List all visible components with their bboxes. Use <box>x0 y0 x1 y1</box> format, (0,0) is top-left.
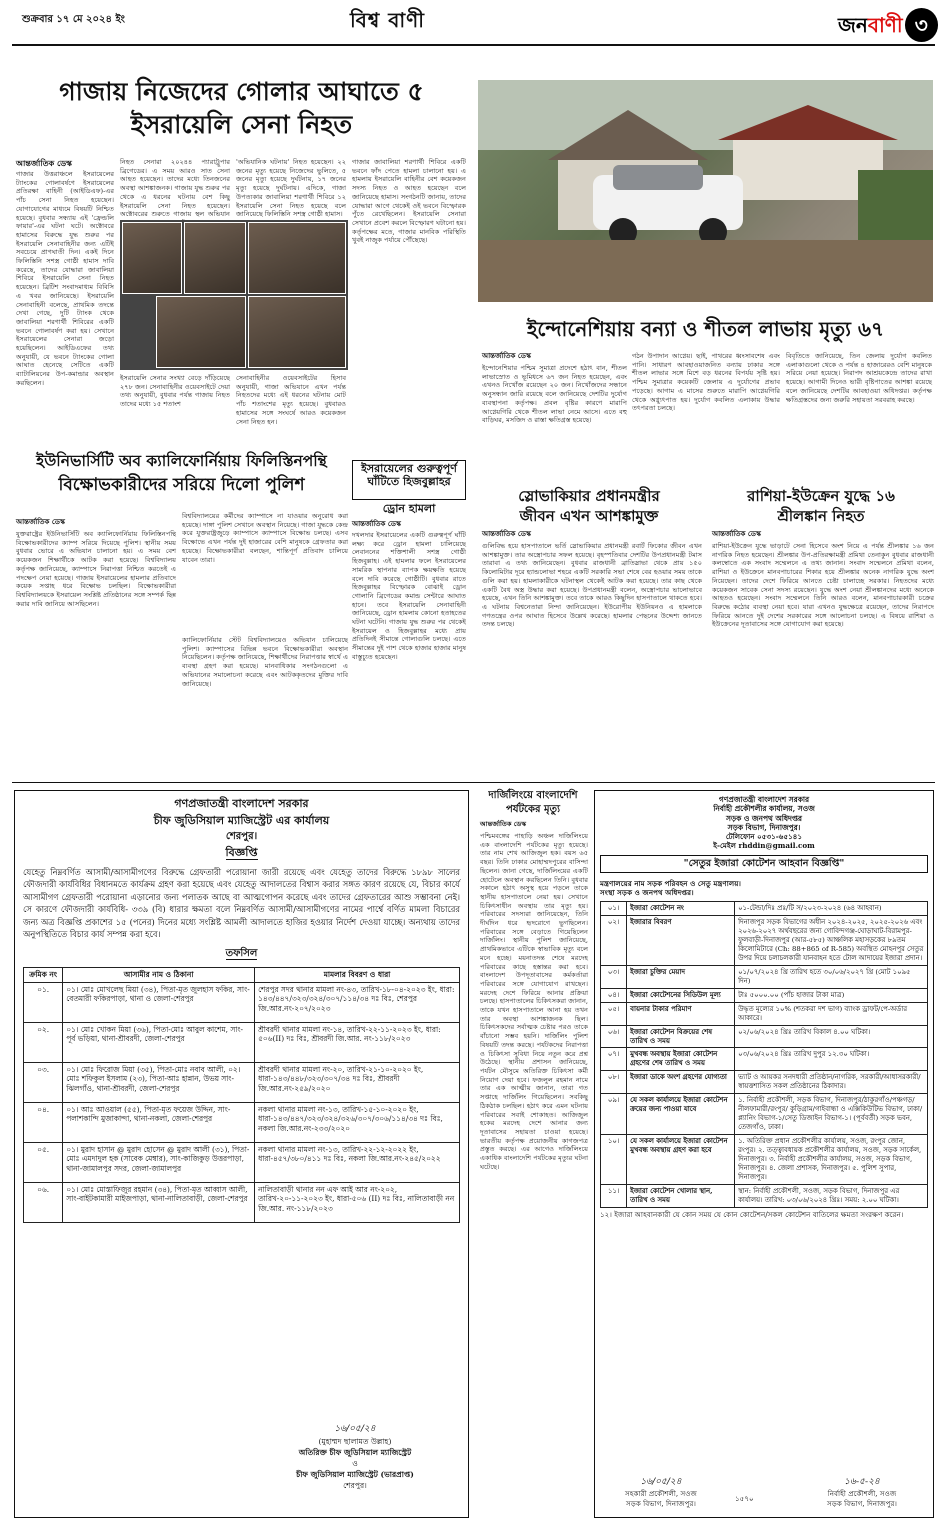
tender-line3: সড়ক ও জনপথ অধিদপ্তর <box>726 813 802 823</box>
table-cell: ১. নির্বাহী প্রকৌশলী, সড়ক বিভাগ, দিনাজপুর/ঠাকুরগাঁও/পঞ্চগড়/নীলফামারী/রংপুর/ কুড়িগ্রাম/গাইবান্ধা ও এক্সিকিউটিভ বিভাগ, ঢাকা/প্ল্যানিং বিভাগ-১/সেতু ডিজাইন বিভাগ-১। (পূর্ববর্তী) সড়ক ভবন, তেজগাঁও, ঢাকা। <box>735 1094 928 1135</box>
darjeeling-headline <box>478 790 588 815</box>
table-row <box>601 965 928 988</box>
tender-title: "সেতুর ইজারা কোটেশন আহবান বিজ্ঞপ্তি" <box>600 855 928 873</box>
slovakia-desk: আন্তর্জাতিক ডেস্ক <box>482 529 531 538</box>
table-cell: নালিতাবাড়ী থানার নন এফ আই আর নং-২০২, তারিখ-২০-১১-২০২৩ ইং, ধারা-৫০৬ (II) দঃ বিঃ, নালিতাবাড়ী নন জি.আর. নং-১১৮/২০২৩ <box>255 1182 460 1222</box>
table-cell: ইজারা ডাকে অংশ গ্রহণের যোগ্যতা <box>627 1071 735 1094</box>
signature-date: ১৬/০৫/২৪ <box>334 1424 376 1434</box>
table-cell: ০২/০৬/২০২৪ খ্রিঃ তারিখ বিকাল ৪.০০ ঘটিকা। <box>735 1025 928 1048</box>
tender-intro2: সংস্থা সড়ক ও জনপথ অধিদপ্তর। <box>600 887 694 897</box>
logo-text-part2: বাণী <box>867 12 903 37</box>
table-row <box>601 1071 928 1094</box>
table-cell: যে সকল কার্যালয়ে ইজারা কোটেশন ক্রয়ের জন্য পাওয়া যাবে <box>627 1094 735 1135</box>
gaza-desk: আন্তর্জাতিক ডেস্ক <box>16 158 72 168</box>
table-cell: ইজারা কোটেশনের সিডিউল মূল্য <box>627 988 735 1002</box>
table-cell: ইজারা কোটেশন নং <box>627 901 735 915</box>
hezbollah-headline <box>352 460 466 500</box>
tender-line5: টেলিফোন ০৫৩১-৬৫১৪১ <box>725 832 803 841</box>
tender-intro1: মন্ত্রণালয়ের নাম সড়ক পরিবহন ও সেতু মন্ত্রণালয়। <box>600 878 742 888</box>
table-cell: ইজারা কোটেশন খোলার স্থান, তারিখ ও সময় <box>627 1185 735 1208</box>
table-cell: ০১। <box>601 901 627 915</box>
page-number: ৩ <box>905 8 938 42</box>
table-cell: স্থান: নির্বাহী প্রকৌশলী, সওজ, সড়ক বিভাগ, দিনাজপুর এর কার্যালয়। তারিখ: ০৩/০৬/২০২৪ খ্রিঃ। সময়: ২.০০ ঘটিকা। <box>735 1185 928 1208</box>
uc-headline <box>14 452 349 495</box>
tender-line2: নির্বাহী প্রকৌশলীর কার্যালয়, সওজ <box>713 804 815 814</box>
table-cell: নকলা থানার মামলা নং-১৩, তারিখ-১৫-১০-২০২০ ইং, ধারা-১৪৩/৪৪৭/৩২৩/৩২৪/৩২৬/৩০৭/৩০৬/১১৪/৩৪ দঃ বিঃ, নকলা জি.আর.নং-২৩৩/২০২০ <box>255 1102 460 1142</box>
table-cell: ০৩/০৬/২০২৪ খ্রিঃ তারিখ দুপুর ১২.৩০ ঘটিকা। <box>735 1048 928 1071</box>
schedule-column-header: মামলার বিবরণ ও ধারা <box>255 967 460 982</box>
schedule-column-header: আসামীর নাম ও ঠিকানা <box>63 967 255 982</box>
signatory-place: শেরপুর। <box>343 1481 367 1491</box>
indonesia-col1: ইন্দোনেশিয়ার পশ্চিম সুমাত্রা প্রদেশে হঠাৎ বান, শীতল লাভাস্রোত ও ভূমিধসে ৬৭ জন নিহত হয়েছেন, এবং এখনও নিখোঁজ রয়েছেন ২০ জন। নিখোঁজদের সন্ধানে অনুসন্ধান জারি রয়েছে বলে জানিয়েছে দেশটির দুর্যোগ ব্যবস্থাপনা কর্তৃপক্ষ। প্রবল বৃষ্টির কারণে মারাপি আগ্নেয়গিরি থেকে শীতল লাভা নেমে আসে। এতে বহু বাড়িঘর, মসজিদ ও রাস্তা ক্ষতিগ্রস্ত হয়েছে। <box>482 364 627 425</box>
russia-desk: আন্তর্জাতিক ডেস্ক <box>712 529 761 538</box>
table-cell: ০১. <box>24 982 63 1022</box>
left-signatory-office: সড়ক বিভাগ, দিনাজপুর। <box>625 1498 696 1508</box>
gaza-col5: ইসরায়েলি সেনার সংখ্যা বেড়ে দাঁড়িয়েছে ২৭৮ জন। সেনাবাহিনীর ওয়েবসাইটে দেয়া তথ্য অনুযায়ী, বুধবার পর্যন্ত গাজায় নিহত তাদের মধ্যে ১৫ শতাংশ <box>120 374 230 409</box>
flood-scene-icon <box>478 80 933 302</box>
table-row <box>601 1048 928 1071</box>
uc-col2: বিশ্ববিদ্যালয়ের কর্মীদের ক্যাম্পাসে না যাওয়ার অনুরোধ করা হয়েছে। দাঙ্গা পুলিশ সেখানে অবস্থান নিয়েছে। গাজা যুদ্ধকে কেন্দ্র করে যুক্তরাষ্ট্রজুড়ে ক্যাম্পাসে ক্যাম্পাসে বিক্ষোভ চলছে। এসব বিক্ষোভে এখন পর্যন্ত দুই হাজারের বেশি মানুষকে গ্রেফতার করা হয়েছে। বিক্ষোভকারীরা বলছেন, শান্তিপূর্ণ প্রতিবাদ চালিয়ে যাবেন তারা। <box>182 512 348 564</box>
gaza-col1: গাজার উত্তরাঞ্চলে ইসরায়েলের ট্যাংকের গোলাবর্ষণে ইসরায়েলের প্রতিরক্ষা বাহিনী (আইডিএফ)-এর পাঁচ সেনা নিহত হয়েছেন। যোগাযোগের মাধ্যমে বিষয়টি নিশ্চিত হয়েছে। বুধবার সন্ধ্যায় এই 'ফ্রেন্ডলি ফায়ার'-এর ঘটনা ঘটে। অক্টোবরে হামাসের বিরুদ্ধে যুদ্ধ শুরুর পর ইসরায়েলি সেনাবাহিনীর জন্য এটিই সবচেয়ে প্রাণঘাতী দিন। একই দিনে ফিলিস্তিনি সশস্ত্র গোষ্ঠী হামাস দাবি করেছে, তাদের যোদ্ধারা জাবালিয়া শিবিরে ইসরায়েলি সেনা নিহত হয়েছেন। ব্রিটিশ সংবাদমাধ্যম বিবিসি এ খবর জানিয়েছে। ইসরায়েলি সেনাবাহিনী বলেছে, প্রাথমিক তদন্তে দেখা গেছে, দুটি ট্যাংক থেকে জাবালিয়া শরণার্থী শিবিরের একটি ভবনে গোলাবর্ষণ করা হয়। সেখানে ইসরায়েলের সেনারা জড়ো হয়েছিলেন। আইডিএফের তথ্য অনুযায়ী, যে ভবনে ট্যাংকের গোলা আঘাত হেনেছে সেটিতে একটি ব্যাটালিয়নের উপ-কমান্ডার অবস্থান করছিলেন। <box>16 170 114 387</box>
table-row <box>601 1094 928 1135</box>
schedule-column-header: ক্রমিক নং <box>24 967 63 982</box>
hezbollah-headline-line3: ড্রোন হামলা <box>382 502 436 515</box>
table-row <box>24 982 460 1022</box>
slovakia-headline-line1: স্লোভাকিয়ার প্রধানমন্ত্রীর <box>518 487 660 505</box>
tender-footer: ১২। ইজারা আহবানকারী যে কোন সময় যে কোন কোটেশন/সকল কোটেশন বাতিলের ক্ষমতা সংরক্ষণ করেন। <box>600 1210 904 1219</box>
table-cell: মুখবন্ধ অবস্থায় ইজারা কোটেশন গ্রহণের শেষ তারিখ ও সময় <box>627 1048 735 1071</box>
indonesia-col2: গঠন উপাদান আগ্নেয়। ছাই, পাথরের ধ্বংসাবশেষ এবং পানি। সাধারণ আবহাওয়াজনিত বন্যায় ঢাকার সঙ্গে শীতল লাভার সঙ্গে মিশে বড় ধরনের বিপর্যয় সৃষ্টি হয়। পশ্চিম সুমাত্রার কয়েকটি জেলায় এ দুর্যোগের প্রভাব পড়েছে। আগাম এ মাসের শুরুতে মারাপি আগ্নেয়গিরি থেকে অগ্ন্যুৎপাত হয়। দুর্যোগ কবলিত এলাকায় উদ্ধার তৎপরতা চলছে। <box>632 352 780 413</box>
indonesia-col3: বিবৃতিতে জানিয়েছে, তিন জেলায় দুর্যোগ কবলিত এলাকাগুলো থেকে ও পর্যন্ত ৪ হাজারেরও বেশি মানুষকে সরিয়ে নেয়া হয়েছে। নিরাপদ আশ্রয়কেন্দ্রে তাদের রাখা হয়েছে। আগামী দিনেও ভারী বৃষ্টিপাতের আশঙ্কা রয়েছে বলে জানিয়েছে দেশটির আবহাওয়া অধিদপ্তর। কর্তৃপক্ষ ক্ষতিগ্রস্তদের জন্য জরুরি সহায়তা সরবরাহ করছে। <box>786 352 932 404</box>
reference-number: ১৫৭০ <box>735 1494 754 1503</box>
table-cell: ০৬। <box>601 1025 627 1048</box>
hezbollah-headline-line2: ঘাঁটিতে হিজবুল্লাহর <box>367 474 451 488</box>
table-cell: ০৭। <box>601 1048 627 1071</box>
left-signatory-title: সহকারী প্রকৌশলী, সওজ <box>625 1488 697 1498</box>
right-signatory-office: সড়ক বিভাগ, দিনাজপুর। <box>826 1498 897 1508</box>
table-cell: ০২. <box>24 1022 63 1062</box>
table-cell: শেরপুর সদর থানার মামলা নং-৪৩, তারিখ-১৮-০৪-২০২৩ ইং, ধারা: ১৪৩/৪৪৭/৩২৩/৩২৪/৩০৭/১১৪/৩৪ দঃ বিঃ, শেরপুর জি.আর.নং-২০৭/২০২৩ <box>255 982 460 1022</box>
gaza-headline-line1: গাজায় নিজেদের গোলার আঘাতে ৫ <box>59 77 424 106</box>
russia-headline <box>708 488 934 526</box>
court-signature-block <box>245 1423 465 1491</box>
table-row <box>601 1025 928 1048</box>
table-cell: ০১। মোঃ খোকন মিয়া (৩৬), পিতা-মোঃ আবুল কাশেম, সাং-পূর্ব ভড়িয়া, থানা-শ্রীবরদী, জেলা-শেরপুর <box>63 1022 255 1062</box>
table-cell: ০১-টেন্ডা/দিঃ প্রঃ/টি স/২০২৩-২০২৪ (৬৪ আহবান) <box>735 901 928 915</box>
signatory-name: (মুহাম্মদ ছালামত উল্লাহ) <box>318 1437 392 1447</box>
section-rule <box>12 782 935 783</box>
court-notice-line3: শেরপুর। <box>225 830 258 842</box>
indonesia-headline: ইন্দোনেশিয়ায় বন্যা ও শীতল লাভায় মৃত্যু ৬৭ <box>527 317 884 341</box>
table-row <box>601 915 928 965</box>
gaza-col6: সেনাবাহিনীর ওয়েবসাইটের হিসাব অনুযায়ী, গাজা অভিযানে এখন পর্যন্ত নিহতদের মধ্যে এই ধরনের ঘটনায় মোট পাঁচ শতাংশের মৃত্যু হয়েছে। বুধবারও হামাসের সঙ্গে সংঘর্ষে আরও কয়েকজন সেনা নিহত হন। <box>236 374 346 426</box>
table-row <box>24 1182 460 1222</box>
table-cell: শ্রীবরদী থানার মামলা নং-১৪, তারিখ-২২-১১-২০২৩ ইং, ধারা: ৫০৬(II) দঃ বিঃ, শ্রীবরদী জি.আর. নং-১১৮/২০২৩ <box>255 1022 460 1062</box>
indonesia-flood-photo <box>478 80 933 302</box>
gaza-col3: 'অভিযানিক ঘটনায়' নিহত হয়েছেন। ২২ জনের মৃত্যু হয়েছে নিজেদের ভুলিতে, ৫ জনের মৃত্যু হয়েছে দুর্ঘটনায়, ১৭ জনের মৃত্যু হয়েছে দুর্ঘটনায়। এদিকে, গাজা উপত্যকার জাবালিয়া শরণার্থী শিবিরে ১২ ইসরায়েলি সেনা নিহত হয়েছে বলে জানিয়েছে ফিলিস্তিনি সশস্ত্র গোষ্ঠী হামাস। <box>236 158 346 219</box>
table-cell: ০৬. <box>24 1182 63 1222</box>
slovakia-headline <box>478 488 700 526</box>
table-cell: নকলা থানার মামলা নং-১৩, তারিখ-২২-১২-২০২২ ইং, ধারা-৪৫৭/৩৮০/৪১১ দঃ বিঃ, নকলা জি.আর.নং-২৪৫/২০২২ <box>255 1142 460 1182</box>
uc-col1: যুক্তরাষ্ট্রের ইউনিভার্সিটি অব ক্যালিফোর্নিয়ায় ফিলিস্তিনপন্থি বিক্ষোভকারীদের ক্যাম্প সরিয়ে দিয়েছে পুলিশ। স্থানীয় সময় বুধবার ভোরে এ অভিযান চালানো হয়। এ সময় বেশ কয়েকজন শিক্ষার্থীকে আটক করা হয়েছে। বিশ্ববিদ্যালয় কর্তৃপক্ষ জানিয়েছে, ক্যাম্পাসে নিরাপত্তা নিশ্চিত করতেই এ পদক্ষেপ নেয়া হয়েছে। গাজায় ইসরায়েলের হামলার প্রতিবাদে কয়েক সপ্তাহ ধরে বিক্ষোভ চলছিল। বিক্ষোভকারীরা বিশ্ববিদ্যালয়কে ইসরায়েল সংশ্লিষ্ট প্রতিষ্ঠানের সঙ্গে সম্পর্ক ছিন্ন করার দাবি জানিয়ে আসছিলেন। <box>16 530 176 608</box>
russia-body: রাশিয়া-ইউক্রেন যুদ্ধে ভাড়াটে সেনা হিসেবে অংশ নিয়ে এ পর্যন্ত শ্রীলঙ্কার ১৬ জন নাগরিক নিহত হয়েছেন। শ্রীলঙ্কার উপ-প্রতিরক্ষামন্ত্রী প্রমিথা তেনাকুন বুধবার রাজধানী কলম্বোতে এক সংবাদ সম্মেলনে এ তথ্য জানান। সংবাদ সম্মেলনে প্রমিথা বলেন, রাশিয়া ও ইউক্রেনে মানবপাচারের শিকার হয়ে শ্রীলঙ্কার অনেক নাগরিক যুদ্ধে অংশ নিয়েছেন। তাদের দেশে ফিরিয়ে আনতে চেষ্টা চালাচ্ছে সরকার। নিহতদের মধ্যে কয়েকজন সাবেক সেনা সদস্য রয়েছেন। যুদ্ধে অংশ নেয়া শ্রীলঙ্কানদের মধ্যে অনেকে আহতও হয়েছেন। সংবাদ সম্মেলনে তিনি আরও বলেন, মানবপাচারকারী চক্রের বিরুদ্ধে কঠোর ব্যবস্থা নেয়া হবে। যারা এখনও যুদ্ধক্ষেত্রে রয়েছেন, তাদের নিরাপদে ফিরিয়ে আনতে দুই দেশের সরকারের সঙ্গে আলোচনা চলছে। এ বিষয়ে রাশিয়া ও ইউক্রেনের দূতাবাসের সঙ্গে যোগাযোগ করা হয়েছে। <box>712 542 934 629</box>
court-notice-body: যেহেতু নিম্নবর্ণিত আসামী/আসামীগণের বিরুদ্ধে গ্রেফতারী পরোয়ানা জারী রয়েছে এবং যেহেতু তাদের বিরুদ্ধে ১৮৯৮ সালের ফৌজদারী কার্যবিধির বিধানমতে কার্যক্রম গ্রহণ করা হয়েছে এবং যেহেতু আদালতের বিশ্বাস করার সঙ্গত কারণ রয়েছে যে, বিচার কার্যে আসামীগণ গ্রেফতারী পরোয়ানা এড়ানোর জন্য পলাতক আছে বা আত্মগোপন করেছে এবং তাদের গ্রেফতারের আশু সম্ভাবনা নেই। সে কারণে ফৌজদারী কার্যবিধি- ৩৩৯ (বি) ধারার ক্ষমতা বলে নিম্নবর্ণিত আসামী/আসামীগণের নামের পার্শ্বে বর্ণিত মামলা বিচারের জন্য অত্র বিজ্ঞপ্তি প্রকাশের ১৫ (পনের) দিনের মধ্যে সংশ্লিষ্ট আমলী আদালতে হাজির হওয়ার নির্দেশ দেওয়া যাচ্ছে। অন্যথায় তাদের অনুপস্থিতিতে বিচার কার্য সম্পন্ন করা হবে। <box>23 866 460 939</box>
table-row <box>24 1142 460 1182</box>
slovakia-body: গুলিবিদ্ধ হয়ে হাসপাতালে ভর্তি স্লোভাকিয়ার প্রধানমন্ত্রী রবার্ট ফিকোর জীবন এখন আশঙ্কামুক্ত। তার অস্ত্রোপচার সফল হয়েছে। বৃহস্পতিবার দেশটির উপপ্রধানমন্ত্রী টমাস তারাবা এ তথ্য জানিয়েছেন। বুধবার রাজধানী ব্রাতিস্লাভা থেকে প্রায় ১৫০ কিলোমিটার দূরে হ্যান্ডলোভা শহরে একটি সরকারি সভা শেষে বের হওয়ার সময় তাকে গুলি করা হয়। হামলাকারীকে ঘটনাস্থল থেকেই আটক করা হয়েছে। তার কাছ থেকে একটি বৈধ অস্ত্র উদ্ধার করা হয়েছে। উপপ্রধানমন্ত্রী বলেন, অস্ত্রোপচার ভালোভাবে হয়েছে, এখন তিনি আশঙ্কামুক্ত। তবে তাকে আরও কিছুদিন হাসপাতালে থাকতে হবে। এ ঘটনায় বিশ্বনেতারা নিন্দা জানিয়েছেন। ইউরোপীয় ইউনিয়নও এ হামলাকে গণতন্ত্রের ওপর আঘাত হিসেবে উল্লেখ করেছে। হামলার পেছনের উদ্দেশ্য জানতে তদন্ত চলছে। <box>482 542 702 629</box>
soldier-photo <box>122 222 182 294</box>
soldier-photo <box>184 222 246 294</box>
tender-signature-right <box>797 1476 927 1509</box>
table-cell: ০২। <box>601 915 627 965</box>
soldier-photo <box>156 296 246 368</box>
gaza-soldiers-photo <box>120 220 348 370</box>
slovakia-headline-line2: জীবন এখন আশঙ্কামুক্ত <box>519 507 659 526</box>
newspaper-logo <box>838 4 938 46</box>
table-cell: ০৪. <box>24 1102 63 1142</box>
darjeeling-headline-line1: দার্জিলিংয়ে বাংলাদেশি <box>488 790 578 801</box>
tender-line6: ই-মেইল rhddin@gmail.com <box>713 841 815 850</box>
table-cell: শ্রীবরদী থানার মামলা নং-২০, তারিখ-২১-১০-২০২০ ইং, ধারা-১৪৩/৪৪৮/৩২৩/৩০৭/৩৪ দঃ বিঃ, শ্রীবরদী জি.আর.নং-২৫৯/২০২০ <box>255 1062 460 1102</box>
table-row <box>601 901 928 915</box>
table-cell: ০১। মোঃ মোখলেছ মিয়া (৩৪), পিতা-মৃত জুলহাস ফকির, সাং-বেতমারী ফকিরপাড়া, থানা ও জেলা-শেরপুর <box>63 982 255 1022</box>
schedule-table <box>23 967 460 1223</box>
uc-headline-line1: ইউনিভার্সিটি অব ক্যালিফোর্নিয়ায় ফিলিস্তিনপন্থি <box>36 451 327 470</box>
table-cell: ০৫। <box>601 1002 627 1025</box>
tender-notice <box>594 790 934 1518</box>
table-cell: ১. অতিরিক্ত প্রধান প্রকৌশলীর কার্যালয়, সওজ, রংপুর জোন, রংপুর। ২. তত্ত্বাবধায়ক প্রকৌশলীর কার্যালয়, সওজ, সড়ক সার্কেল, দিনাজপুর। ৩. নির্বাহী প্রকৌশলীর কার্যালয়, সওজ, সড়ক বিভাগ, দিনাজপুর। ৪. জেলা প্রশাসক, দিনাজপুর। ৫. পুলিশ সুপার, দিনাজপুর। <box>735 1135 928 1185</box>
uc-col3: ক্যালিফোর্নিয়ার স্টেট বিশ্ববিদ্যালয়েও অভিযান চালিয়েছে পুলিশ। ক্যাম্পাসের বিভিন্ন ভবনে বিক্ষোভকারীরা অবস্থান নিয়েছিলেন। কর্তৃপক্ষ জানিয়েছে, শিক্ষার্থীদের নিরাপত্তার স্বার্থে এ ব্যবস্থা গ্রহণ করা হয়েছে। মানবাধিকার সংগঠনগুলো এ অভিযানের সমালোচনা করেছে এবং আটককৃতদের মুক্তির দাবি জানিয়েছে। <box>182 636 348 688</box>
table-cell: ০১/০৭/২০২৪ খ্রি তারিখ হতে ৩০/০৬/২০২৭ খ্রি (মোট ১০৯৫ দিন) <box>735 965 928 988</box>
table-cell: ০১। মুরাদ হাসান @ মুরাদ হোসেন @ মুরাদ আলী (৩১), পিতা-মোঃ এমদাদুল হক (সাবেক মেম্বার), সাং-কাজিকুড় উত্তরপাড়া, থানা-জামালপুর সদর, জেলা-জামালপুর <box>63 1142 255 1182</box>
table-cell: উদ্ধৃত মূল্যের ১০% (শতকরা দশ ভাগ) ব্যাংক ড্রাফট/পে-অর্ডার আকারে। <box>735 1002 928 1025</box>
table-cell: ০৫. <box>24 1142 63 1182</box>
table-row <box>24 1062 460 1102</box>
table-cell: ০৮। <box>601 1071 627 1094</box>
table-cell: ০৩। <box>601 965 627 988</box>
left-signature-date: ১৬/০৫/২৪ <box>640 1477 682 1488</box>
schedule-title: তফসিল <box>225 948 258 960</box>
table-cell: ০৯। <box>601 1094 627 1135</box>
table-cell: বায়নার টাকার পরিমাণ <box>627 1002 735 1025</box>
table-cell: ইজারা চুক্তির মেয়াদ <box>627 965 735 988</box>
indonesia-desk: আন্তর্জাতিক ডেস্ক <box>482 351 531 360</box>
section-title: বিশ্ব বাণী <box>350 8 425 32</box>
darjeeling-headline-line2: পর্যটকের মৃত্যু <box>506 803 560 815</box>
tender-signature-left <box>601 1476 721 1509</box>
signatory-and: ও <box>352 1459 358 1469</box>
table-cell: ইজারা কোটেশন বিক্রয়ের শেষ তারিখ ও সময় <box>627 1025 735 1048</box>
soldier-photo <box>248 296 346 368</box>
table-row <box>601 1185 928 1208</box>
table-cell: ০৪। <box>601 988 627 1002</box>
table-cell: দিনাজপুর সড়ক বিভাগের অধীন ২০২৪-২০২৫, ২০২৫-২০২৬ এবং ২০২৬-২০২৭ অর্থবছরের জন্য গোবিন্দগঞ্জ-ঘোড়াঘাট-বিরামপুর-ফুলবাড়ী-দিনাজপুর (আর-৫৮৫) আঞ্চলিক মহাসড়কের ৮৯তম কিলোমিটারে (Ch: 88+865 of R-585) অবস্থিত মোহনপুর সেতুর উপর দিয়ে চলাচলকারী যানবাহন হতে টোল আদায়ের ইজারা প্রদান। <box>735 915 928 965</box>
table-cell: যে সকল কার্যালয়ে ইজারা কোটেশন মুখবন্ধ অবস্থায় গ্রহণ করা হবে <box>627 1135 735 1185</box>
gaza-headline <box>14 78 469 140</box>
table-row <box>24 1022 460 1062</box>
court-notice-line2: চীফ জুডিসিয়াল ম্যাজিস্ট্রেট এর কার্যালয় <box>153 813 330 827</box>
table-row <box>601 1135 928 1185</box>
right-signatory-title: নির্বাহী প্রকৌশলী, সওজ <box>827 1488 897 1498</box>
darjeeling-desk: আন্তর্জাতিক ডেস্ক <box>480 820 527 828</box>
hezbollah-headline-line1: ইসরায়েলের গুরুত্বপূর্ণ <box>361 462 457 475</box>
right-signature-date: ১৬-৫-২৪ <box>844 1477 880 1488</box>
table-row <box>601 988 928 1002</box>
table-cell: ০১। মোঃ মোস্তাফিজুর রহমান (৩৪), পিতা-মৃত আব্বাস আলী, সাং-বাইটকামারী মাইজপাড়া, থানা-নালিতাবাড়ী, জেলা-শেরপুর <box>63 1182 255 1222</box>
soldier-photo <box>248 222 346 294</box>
court-notice-line1: গণপ্রজাতন্ত্রী বাংলাদেশ সরকার <box>174 797 309 810</box>
russia-headline-line1: রাশিয়া-ইউক্রেন যুদ্ধে ১৬ <box>747 487 895 505</box>
darjeeling-body: পশ্চিমবঙ্গের পাহাড়ি অঞ্চল দার্জিলিংয়ে এক বাংলাদেশি পর্যটকের মৃত্যু হয়েছে। তার নাম শেখ আজিজুল হক। বয়স ৬৫ বছর। তিনি ঢাকার মোহাম্মদপুরের বাসিন্দা ছিলেন। জানা গেছে, দার্জিলিংয়ের একটি হোটেলে অবস্থান করছিলেন তিনি। বুধবার সকালে হঠাৎ অসুস্থ হয়ে পড়লে তাকে স্থানীয় হাসপাতালে নেয়া হয়। সেখানে চিকিৎসাধীন অবস্থায় তার মৃত্যু হয়। পরিবারের সদস্যরা জানিয়েছেন, তিনি দীর্ঘদিন ধরে হৃদরোগে ভুগছিলেন। পরিবারের সঙ্গে বেড়াতে গিয়েছিলেন দার্জিলিং। স্থানীয় পুলিশ জানিয়েছে, প্রাথমিকভাবে এটিকে স্বাভাবিক মৃত্যু বলে মনে হচ্ছে। ময়নাতদন্ত শেষে মরদেহ পরিবারের কাছে হস্তান্তর করা হবে। বাংলাদেশ উপদূতাবাসের কর্মকর্তারা পরিবারের সঙ্গে যোগাযোগ রাখছেন। মরদেহ দেশে ফিরিয়ে আনার প্রক্রিয়া চলছে। হাসপাতালের চিকিৎসকরা জানান, তাকে যখন হাসপাতালে আনা হয় তখন তার অবস্থা আশঙ্কাজনক ছিল। চিকিৎসকদের সর্বাত্মক চেষ্টার পরও তাকে বাঁচানো সম্ভব হয়নি। দার্জিলিং পুলিশ বিষয়টি তদন্ত করছে। পর্যটকদের নিরাপত্তা ও চিকিৎসা সুবিধা নিয়ে নতুন করে প্রশ্ন উঠেছে। স্থানীয় প্রশাসন জানিয়েছে, পর্যটন মৌসুমে অতিরিক্ত চিকিৎসা কর্মী নিয়োগ দেয়া হবে। ফজলুল রহমান নামে তার এক আত্মীয় জানান, তারা গত সপ্তাহে দার্জিলিং গিয়েছিলেন। সবকিছু ঠিকঠাক চলছিল। হঠাৎ করে এমন ঘটনায় পরিবারের সবাই শোকাহত। আজিজুল হকের মরদেহ দেশে আনার জন্য দূতাবাসের সহায়তা চাওয়া হয়েছে। ভারতীয় কর্তৃপক্ষ প্রয়োজনীয় কাগজপত্র প্রস্তুত করছে। এর আগেও দার্জিলিংয়ে একাধিক বাংলাদেশি পর্যটকের মৃত্যুর ঘটনা ঘটেছে। <box>480 832 588 1171</box>
header-rule <box>12 44 935 46</box>
table-cell: টাঃ ৫০০০.০০ (পাঁচ হাজার টাকা মাত্র) <box>735 988 928 1002</box>
table-row <box>601 1002 928 1025</box>
tender-line4: সড়ক বিভাগ, দিনাজপুর। <box>727 822 801 832</box>
tender-line1: গণপ্রজাতন্ত্রী বাংলাদেশ সরকার <box>718 795 810 804</box>
gaza-col2: নিহত সেনারা ২০২৪৪ প্যারাট্রুপার ব্রিগেডের। এ সময় আরও সাত সেনা আহত হয়েছেন। তাদের মধ্যে তিনজনের অবস্থা আশঙ্কাজনক। গাজায় যুদ্ধ শুরুর পর থেকে এ ধরনের ঘটনায় বেশ কিছু ইসরায়েলি সেনা নিহত হয়েছেন। অক্টোবরের শুরুতে গাজায় স্থল অভিযান <box>120 158 230 219</box>
gaza-col4: গাজার জাবালিয়া শরণার্থী শিবিরে একটি ভবনে ফাঁদ পেতে হামলা চালানো হয়। এ হামলায় ইসরায়েলি বাহিনীর বেশ কয়েকজন সদস্য নিহত ও আহত হয়েছেন বলে জানিয়েছে হামাস। সংগঠনটি জানায়, তাদের যোদ্ধারা আগে থেকেই ওই ভবনে বিস্ফোরক পুঁতে রেখেছিলেন। ইসরায়েলি সেনারা সেখানে প্রবেশ করলে বিস্ফোরণ ঘটানো হয়। কর্তৃপক্ষের মতে, গাজার মানবিক পরিস্থিতি খুবই নাজুক পর্যায়ে পৌঁছেছে। <box>352 158 466 245</box>
issue-date: শুক্রবার ১৭ মে ২০২৪ ইং <box>22 14 125 25</box>
table-cell: ০১। মোঃ ফিরোজ মিয়া (৩৫), পিতা-মোঃ নবাব আলী, ০২। মোঃ শফিকুল ইসলাম (২৩), পিতা-আঃ হান্নান, উভয় সাং-ঝিলগাঁও, থানা-শ্রীবরদী, জেলা-শেরপুর <box>63 1062 255 1102</box>
logo-text-part1: জন <box>838 12 868 37</box>
tender-table <box>600 901 928 1208</box>
table-cell: ১১। <box>601 1185 627 1208</box>
table-cell: ইজারার বিবরণ <box>627 915 735 965</box>
uc-desk: আন্তর্জাতিক ডেস্ক <box>16 517 65 526</box>
table-cell: ০৩. <box>24 1062 63 1102</box>
signatory-title2: চীফ জুডিসিয়াল ম্যাজিস্ট্রেট (ভারপ্রাপ্ত) <box>296 1470 414 1480</box>
hezbollah-body: দখলদার ইসরায়েলের একটি গুরুত্বপূর্ণ ঘাঁটি লক্ষ্য করে ড্রোন হামলা চালিয়েছে লেবাননের শক্তিশালী সশস্ত্র গোষ্ঠী হিজবুল্লাহ। এই হামলার ফলে ইসরায়েলের সামরিক স্থাপনার ব্যাপক ক্ষয়ক্ষতি হয়েছে বলে দাবি করেছে গোষ্ঠীটি। বুধবার রাতে হিজবুল্লাহর বিস্ফোরক বোঝাই ড্রোন গোলানি ব্রিগেডের কমান্ড সেন্টারে আঘাত হানে। তবে ইসরায়েলি সেনাবাহিনী জানিয়েছে, ড্রোন হামলায় কোনো হতাহতের ঘটনা ঘটেনি। গাজায় যুদ্ধ শুরুর পর থেকেই ইসরায়েল ও হিজবুল্লাহর মধ্যে প্রায় প্রতিদিনই সীমান্তে গোলাগুলি চলছে। এতে সীমান্তের দুই পাশ থেকে হাজার হাজার মানুষ বাস্তুচ্যুত হয়েছেন। <box>352 531 466 661</box>
hezbollah-desk: আন্তর্জাতিক ডেস্ক <box>352 519 401 528</box>
gaza-headline-line2: ইসরায়েলি সেনা নিহত <box>130 109 353 139</box>
russia-headline-line2: শ্রীলঙ্কান নিহত <box>777 507 865 526</box>
table-cell: ০১। আঃ আওয়াল (৫৫), পিতা-মৃত ফয়েজ উদ্দিন, সাং-পলাশকান্দি মুজাকান্দা, থানা-নকলা, জেলা-শেরপুর <box>63 1102 255 1142</box>
uc-headline-line2: বিক্ষোভকারীদের সরিয়ে দিলো পুলিশ <box>58 474 305 495</box>
table-cell: ভ্যাট ও আয়কর সনদধারী প্রতিষ্ঠান/নাগরিক, সরকারী/আধাসরকারী/স্বায়ত্তশাসিত সকল প্রতিষ্ঠানের ঠিকাদার। <box>735 1071 928 1094</box>
court-notice-title: বিজ্ঞপ্তি <box>225 846 258 859</box>
court-notice <box>14 790 469 1518</box>
table-cell: ১০। <box>601 1135 627 1185</box>
table-row <box>24 1102 460 1142</box>
signatory-title1: অতিরিক্ত চীফ জুডিসিয়াল ম্যাজিস্ট্রেট <box>298 1448 412 1458</box>
